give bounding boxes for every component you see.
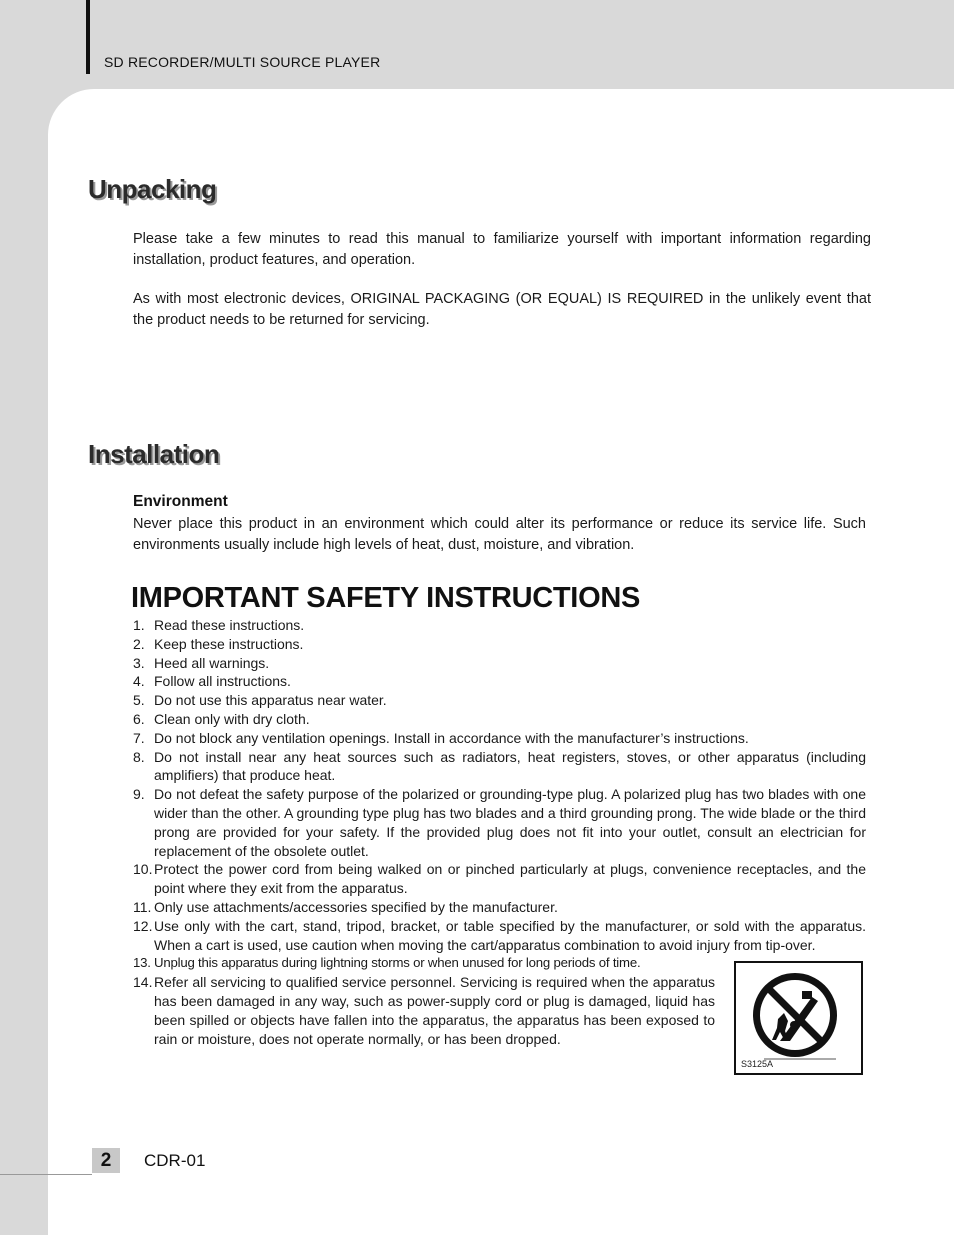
item-text: Refer all servicing to qualified service personnel. Servicing is required when the apparatus has been damaged in any way, such as power-supply cord or plug is damaged, liquid has been spilled or objects have fallen into the apparatus, the apparatus has been exposed to rain or moisture, does not operate normally, or has been dropped. xyxy=(154,974,715,1047)
item-number: 1. xyxy=(133,617,145,633)
unpacking-paragraph-2: As with most electronic devices, ORIGINAL PACKAGING (OR EQUAL) IS REQUIRED in the unlikely event that the product needs to be returned for servicing. xyxy=(133,291,871,328)
item-text: Unplug this apparatus during lightning storms or when unused for long periods of time. xyxy=(154,955,641,971)
footer-rule xyxy=(0,1174,92,1175)
item-number: 8. xyxy=(133,748,145,765)
item-number: 13. xyxy=(133,955,151,971)
list-item xyxy=(133,654,866,673)
list-item xyxy=(133,898,866,917)
list-item xyxy=(133,748,866,786)
item-number: 11. xyxy=(133,898,152,915)
item-text: Clean only with dry cloth. xyxy=(154,710,310,727)
unpacking-title: Unpacking xyxy=(88,174,217,204)
page-number: 2 xyxy=(92,1148,120,1173)
safety-title: IMPORTANT SAFETY INSTRUCTIONS xyxy=(131,582,641,614)
item-text: Read these instructions. xyxy=(154,617,305,633)
item-text: Do not block any ventilation openings. Install in accordance with the manufacturer’s instructions. xyxy=(154,729,749,746)
environment-text: Never place this product in an environment which could alter its performance or reduce its service life. Such environments usually include high levels of heat, dust, moisture, and vibration. xyxy=(133,516,866,553)
cart-warning-box xyxy=(734,961,863,1075)
item-text: Do not defeat the safety purpose of the polarized or grounding-type plug. A polarized plug has two blades with one wider than the other. A grounding type plug has two blades and a third grounding prong. The wide blade or the third prong are provided for your safety. If the provided plug does not fit into your outlet, consult an electrician for replacement of the obsolete outlet. xyxy=(154,786,866,859)
item-text: Use only with the cart, stand, tripod, bracket, or table specified by the manufacturer, or sold with the apparatus. When a cart is used, use caution when moving the cart/apparatus combination to avoid injury from tip-over. xyxy=(154,917,866,953)
list-item xyxy=(133,917,866,955)
item-text: Only use attachments/accessories specified by the manufacturer. xyxy=(154,898,558,915)
list-item xyxy=(133,860,866,898)
list-item xyxy=(133,691,866,710)
item-text: Do not install near any heat sources such as radiators, heat registers, stoves, or other apparatus (including amplifiers) that produce heat. xyxy=(154,748,866,784)
installation-title: Installation xyxy=(88,439,220,469)
unpacking-paragraph-1: Please take a few minutes to read this manual to familiarize yourself with important information regarding installation, product features, and operation. xyxy=(133,231,871,268)
list-item xyxy=(133,729,866,748)
list-item xyxy=(133,710,866,729)
list-item xyxy=(133,635,866,654)
item-text: Protect the power cord from being walked on or pinched particularly at plugs, convenience receptacles, and the point where they exit from the apparatus. xyxy=(154,861,866,897)
item-number: 6. xyxy=(133,710,145,727)
item-text: Keep these instructions. xyxy=(154,635,304,652)
item-number: 5. xyxy=(133,692,145,709)
list-item xyxy=(133,785,866,860)
list-item xyxy=(133,973,715,1048)
item-number: 14. xyxy=(133,974,153,991)
item-number: 3. xyxy=(133,654,145,671)
list-item xyxy=(133,672,866,691)
cart-tip-over-warning-icon xyxy=(736,963,861,1073)
item-number: 10. xyxy=(133,861,153,878)
item-number: 4. xyxy=(133,673,145,690)
item-number: 9. xyxy=(133,786,145,803)
item-number: 12. xyxy=(133,917,153,934)
model-name: CDR-01 xyxy=(144,1151,206,1170)
environment-heading: Environment xyxy=(133,493,228,510)
warning-code: S3125A xyxy=(741,1059,774,1069)
item-text: Follow all instructions. xyxy=(154,673,291,690)
header-bar xyxy=(86,0,90,74)
header-title: SD RECORDER/MULTI SOURCE PLAYER xyxy=(104,54,381,70)
item-number: 2. xyxy=(133,635,145,652)
item-number: 7. xyxy=(133,729,145,746)
item-text: Do not use this apparatus near water. xyxy=(154,692,387,709)
list-item xyxy=(133,616,866,635)
item-text: Heed all warnings. xyxy=(154,654,270,671)
